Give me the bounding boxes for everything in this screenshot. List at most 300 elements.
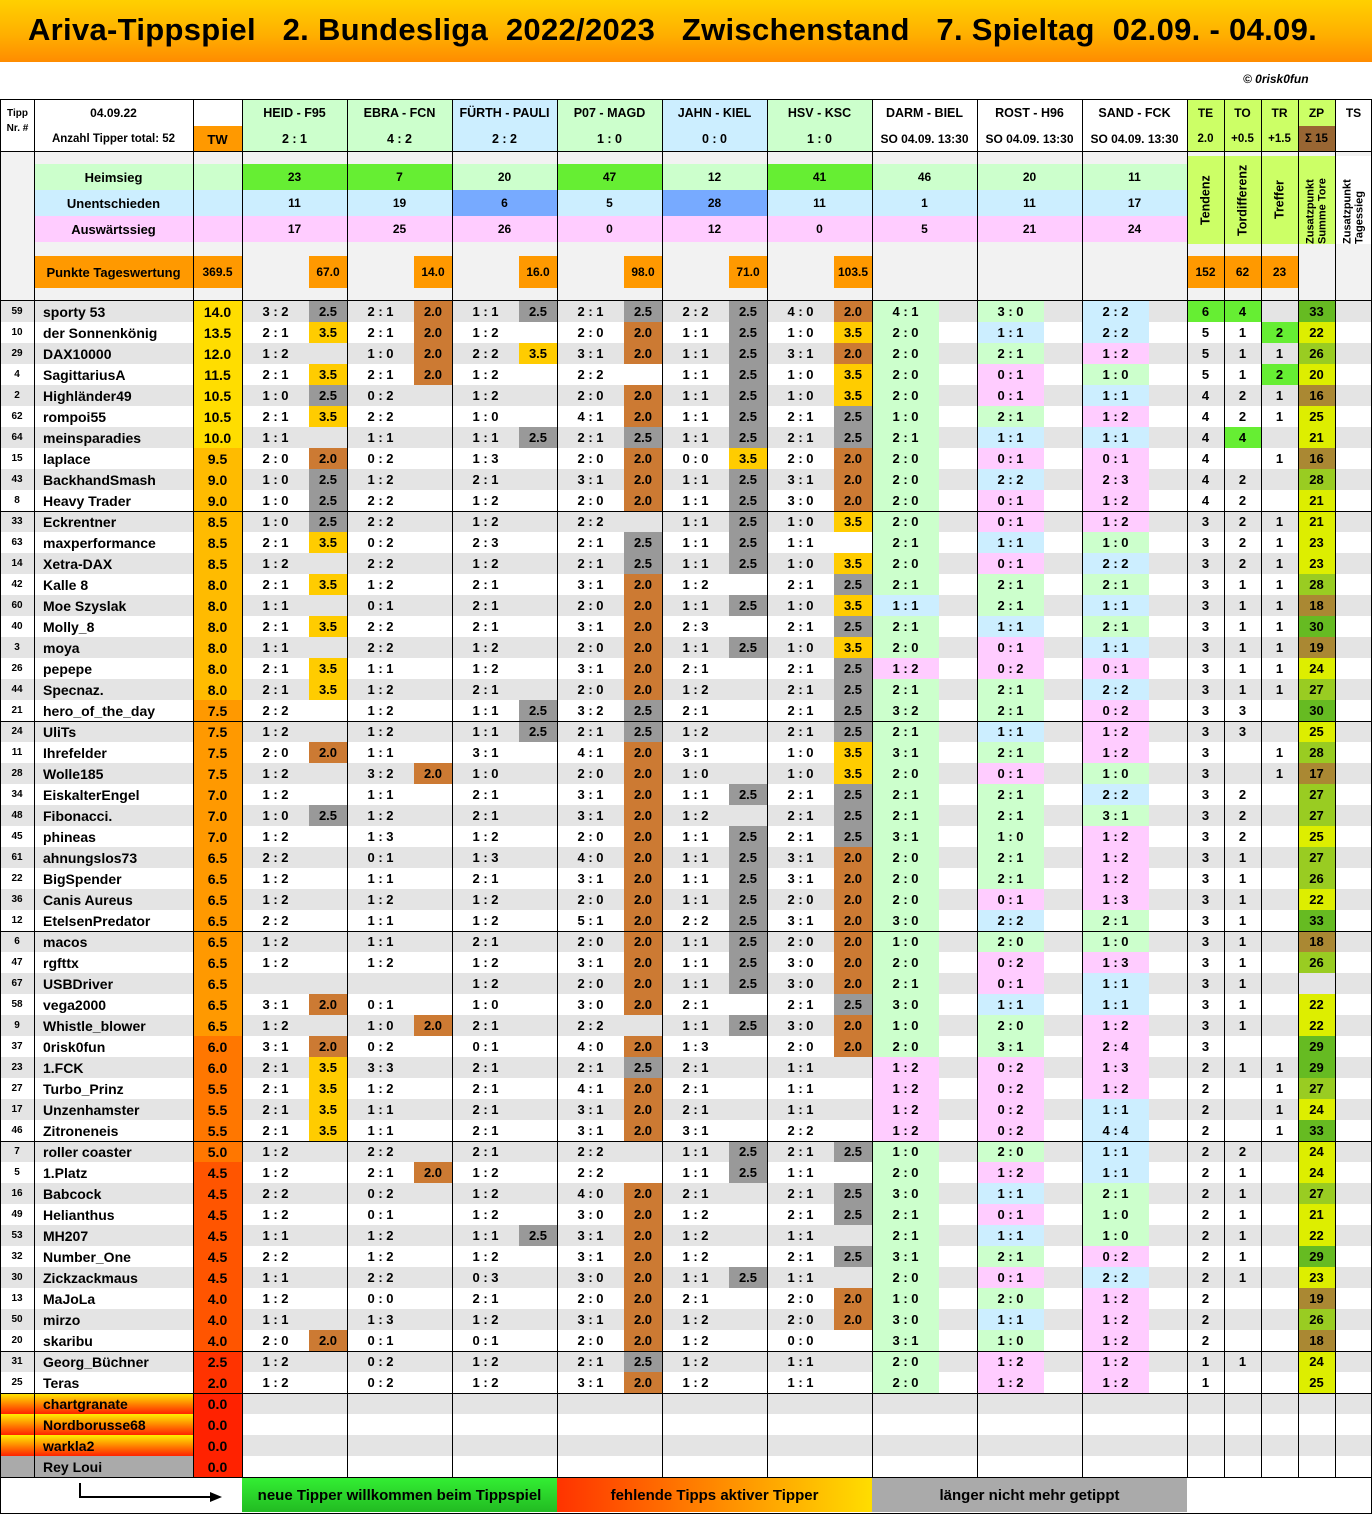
tip-points: 2.0 — [414, 763, 452, 784]
away-count: 17 — [242, 216, 347, 242]
tipper-number: 2 — [14, 390, 20, 401]
tip-score: 2 : 0 — [577, 892, 604, 907]
tip-score: 1 : 0 — [787, 325, 814, 340]
zp-value: 16 — [1298, 448, 1335, 469]
tip-score: 1 : 2 — [872, 1057, 939, 1078]
match-result: 2 : 1 — [242, 126, 347, 152]
tip-score: 1 : 2 — [682, 1375, 709, 1390]
tip-points: 2.0 — [624, 1372, 662, 1393]
tip-points: 2.0 — [624, 1225, 662, 1246]
tip-score: 2 : 0 — [872, 322, 939, 343]
zp-value: 21 — [1298, 427, 1335, 448]
tipper-name: Kalle 8 — [43, 576, 89, 593]
tip-score: 2 : 2 — [1082, 301, 1149, 322]
extra-points: 152 — [1187, 256, 1224, 288]
tip-points: 2.0 — [309, 1036, 347, 1057]
tipper-total-points: 11.5 — [193, 364, 242, 385]
tipper-name: Whistle_blower — [43, 1017, 146, 1034]
tip-score: 0 : 1 — [367, 997, 394, 1012]
match-header: HEID - F95 — [242, 100, 347, 126]
te-value: 3 — [1201, 955, 1210, 970]
tip-points: 2.5 — [834, 826, 872, 847]
tip-score: 1 : 2 — [262, 871, 289, 886]
tip-points: 2.5 — [729, 1267, 767, 1288]
tip-score: 2 : 1 — [977, 406, 1044, 427]
tip-score: 2 : 2 — [367, 640, 394, 655]
tip-score: 1 : 1 — [367, 745, 394, 760]
to-value: 1 — [1238, 913, 1247, 928]
tip-score: 1 : 2 — [367, 1228, 394, 1243]
tipper-total-points: 4.5 — [193, 1246, 242, 1267]
tip-score: 2 : 2 — [577, 1018, 604, 1033]
tip-score: 1 : 2 — [1082, 343, 1149, 364]
tip-points: 2.0 — [624, 1036, 662, 1057]
tip-points: 2.5 — [729, 868, 767, 889]
te-value: 2 — [1201, 1228, 1210, 1243]
tip-score: 2 : 1 — [262, 1081, 289, 1096]
tip-score: 4 : 1 — [577, 409, 604, 424]
tip-score: 1 : 3 — [1082, 889, 1149, 910]
tip-score: 2 : 2 — [262, 703, 289, 718]
tip-score: 1 : 1 — [1082, 973, 1149, 994]
tip-score: 1 : 0 — [262, 808, 289, 823]
tip-points: 2.5 — [624, 1351, 662, 1372]
tip-score: 2 : 2 — [367, 556, 394, 571]
tip-points: 2.5 — [834, 1246, 872, 1267]
tip-score: 1 : 0 — [872, 1288, 939, 1309]
tip-score: 3 : 1 — [787, 913, 814, 928]
tip-score: 2 : 1 — [472, 1018, 499, 1033]
zp-value: 26 — [1298, 1309, 1335, 1330]
tip-score: 1 : 3 — [1082, 1057, 1149, 1078]
to-value: 1 — [1238, 1249, 1247, 1264]
to-value: 1 — [1238, 661, 1247, 676]
tipper-total-points: 6.5 — [193, 931, 242, 952]
tip-score: 1 : 1 — [682, 787, 709, 802]
tip-score: 3 : 0 — [872, 1309, 939, 1330]
tip-points: 2.5 — [729, 322, 767, 343]
tip-score: 1 : 1 — [1082, 1162, 1149, 1183]
match-header: JAHN - KIEL — [662, 100, 767, 126]
tipper-total-points: 7.5 — [193, 700, 242, 721]
grid-vline — [557, 99, 558, 1477]
tip-score: 4 : 0 — [787, 304, 814, 319]
te-value: 2 — [1201, 1186, 1210, 1201]
tip-score: 3 : 1 — [787, 850, 814, 865]
tip-score: 0 : 1 — [977, 1267, 1044, 1288]
tip-score: 1 : 2 — [472, 892, 499, 907]
tip-points: 2.0 — [624, 574, 662, 595]
tip-score: 2 : 0 — [872, 868, 939, 889]
tip-score: 2 : 1 — [977, 784, 1044, 805]
tip-points: 2.0 — [624, 742, 662, 763]
tipper-number: 48 — [11, 810, 23, 821]
tipper-name: 0risk0fun — [43, 1038, 106, 1055]
to-value: 2 — [1238, 472, 1247, 487]
tip-score: 3 : 1 — [872, 1246, 939, 1267]
tip-score: 1 : 1 — [367, 871, 394, 886]
tip-score: 3 : 0 — [872, 994, 939, 1015]
tip-score: 1 : 2 — [367, 703, 394, 718]
tip-score: 2 : 1 — [787, 577, 814, 592]
te-value: 3 — [1201, 1018, 1210, 1033]
tip-points: 3.5 — [834, 742, 872, 763]
tip-score: 1 : 3 — [472, 850, 499, 865]
te-value: 2 — [1201, 1291, 1210, 1306]
tip-score: 2 : 1 — [472, 472, 499, 487]
tip-score: 1 : 1 — [472, 1228, 499, 1243]
tip-score: 1 : 2 — [472, 955, 499, 970]
tip-points: 2.5 — [729, 469, 767, 490]
te-value: 3 — [1201, 661, 1210, 676]
tip-score: 2 : 0 — [577, 1333, 604, 1348]
match-result: SO 04.09. 13:30 — [1082, 126, 1187, 152]
te-value: 3 — [1201, 913, 1210, 928]
tip-score: 2 : 1 — [577, 430, 604, 445]
te-value: 3 — [1201, 514, 1210, 529]
tip-score: 0 : 1 — [472, 1039, 499, 1054]
tip-score: 1 : 2 — [1082, 1288, 1149, 1309]
te-value: 3 — [1201, 829, 1210, 844]
zp-value: 27 — [1298, 1183, 1335, 1204]
match-result: 1 : 0 — [767, 126, 872, 152]
tipper-name: Specnaz. — [43, 681, 104, 698]
tipper-number — [1, 1414, 33, 1435]
tip-score: 1 : 1 — [472, 304, 499, 319]
grid-vline — [662, 99, 663, 1477]
tip-score: 1 : 1 — [1082, 994, 1149, 1015]
tr-value: 1 — [1275, 556, 1284, 571]
tip-score: 1 : 2 — [262, 829, 289, 844]
tip-score: 2 : 0 — [787, 1312, 814, 1327]
tip-score: 3 : 1 — [577, 577, 604, 592]
tip-points: 2.0 — [834, 910, 872, 931]
tipper-number: 9 — [14, 1020, 20, 1031]
tip-score — [557, 1393, 624, 1414]
tipper-name: Wolle185 — [43, 765, 104, 782]
tip-score: 1 : 2 — [367, 577, 394, 592]
tipper-number: 45 — [11, 831, 23, 842]
tip-score: 2 : 1 — [262, 1123, 289, 1138]
tipper-total-points: 8.0 — [193, 637, 242, 658]
tip-score: 1 : 2 — [682, 1354, 709, 1369]
tip-points: 2.5 — [519, 700, 557, 721]
zp-value: 28 — [1298, 574, 1335, 595]
tip-score — [557, 1435, 624, 1456]
tipper-number: 22 — [11, 873, 23, 884]
te-value: 1 — [1201, 1354, 1210, 1369]
tip-points: 3.5 — [309, 616, 347, 637]
te-value: 3 — [1201, 682, 1210, 697]
grid-vline — [1187, 99, 1188, 1477]
tip-score: 1 : 2 — [262, 766, 289, 781]
tip-score: 1 : 2 — [872, 1120, 939, 1141]
tip-score: 2 : 1 — [787, 1249, 814, 1264]
tipper-number: 32 — [11, 1251, 23, 1262]
tipper-name: DAX10000 — [43, 345, 112, 362]
tip-score: 1 : 0 — [472, 997, 499, 1012]
tip-score: 1 : 0 — [787, 598, 814, 613]
tipper-total-points: 4.0 — [193, 1288, 242, 1309]
tip-score: 2 : 1 — [872, 1225, 939, 1246]
tip-score: 0 : 2 — [977, 952, 1044, 973]
tip-score: 1 : 2 — [472, 1312, 499, 1327]
grid-hline — [0, 99, 1372, 100]
tip-score: 0 : 2 — [1082, 1246, 1149, 1267]
tip-score: 1 : 0 — [1082, 763, 1149, 784]
tip-score: 1 : 3 — [367, 829, 394, 844]
tip-score: 1 : 0 — [367, 346, 394, 361]
tip-score: 2 : 0 — [872, 364, 939, 385]
tipper-number: 40 — [11, 621, 23, 632]
tip-score: 1 : 2 — [1082, 1351, 1149, 1372]
tip-score — [242, 1393, 309, 1414]
tip-points: 2.0 — [309, 1330, 347, 1351]
tip-score: 2 : 2 — [472, 346, 499, 361]
tipper-total-points: 8.0 — [193, 595, 242, 616]
tipper-total-points: 6.5 — [193, 973, 242, 994]
tip-points: 2.5 — [834, 700, 872, 721]
tip-score: 0 : 1 — [1082, 658, 1149, 679]
tip-score: 0 : 2 — [367, 1039, 394, 1054]
tipper-total-points: 7.0 — [193, 826, 242, 847]
home-count: 20 — [452, 164, 557, 190]
tip-score: 1 : 1 — [1082, 1099, 1149, 1120]
tip-score: 2 : 1 — [872, 532, 939, 553]
tipper-total-points: 8.0 — [193, 658, 242, 679]
match-points: 98.0 — [624, 256, 662, 288]
tip-score: 1 : 2 — [472, 913, 499, 928]
tip-score: 2 : 1 — [262, 325, 289, 340]
tip-points: 2.5 — [834, 658, 872, 679]
tip-score: 2 : 1 — [262, 409, 289, 424]
tip-score: 1 : 1 — [682, 472, 709, 487]
tip-score: 1 : 1 — [682, 1270, 709, 1285]
tip-score: 1 : 1 — [472, 724, 499, 739]
tipper-name: Nordborusse68 — [43, 1416, 146, 1433]
tip-score: 1 : 2 — [262, 955, 289, 970]
to-value: 4 — [1224, 301, 1261, 322]
tip-score: 3 : 1 — [577, 619, 604, 634]
grid-vline — [1082, 99, 1083, 1477]
draw-count: 11 — [977, 190, 1082, 216]
tip-score: 3 : 1 — [577, 787, 604, 802]
tip-points: 3.5 — [309, 322, 347, 343]
tip-score: 2 : 2 — [682, 913, 709, 928]
tip-score — [242, 973, 309, 994]
tipper-total-points: 4.0 — [193, 1330, 242, 1351]
legend-missing: fehlende Tipps aktiver Tipper — [557, 1478, 872, 1512]
zp-value: 23 — [1298, 532, 1335, 553]
nr-label: Nr. # — [6, 122, 29, 134]
tip-score: 3 : 1 — [1082, 805, 1149, 826]
tip-points: 2.5 — [309, 511, 347, 532]
te-value: 4 — [1201, 451, 1210, 466]
tip-points: 2.5 — [309, 469, 347, 490]
to-value: 2 — [1238, 493, 1247, 508]
zp-value: 27 — [1298, 805, 1335, 826]
tr-value: 1 — [1275, 1060, 1284, 1075]
tipper-total-points: 6.5 — [193, 994, 242, 1015]
grid-hline — [0, 721, 1372, 722]
tip-score: 2 : 2 — [1082, 784, 1149, 805]
tip-score: 1 : 1 — [977, 427, 1044, 448]
tip-score: 1 : 1 — [1082, 427, 1149, 448]
zp-value: 33 — [1298, 1120, 1335, 1141]
tip-score: 2 : 2 — [367, 409, 394, 424]
zp-value: 30 — [1298, 700, 1335, 721]
to-value: 2 — [1238, 409, 1247, 424]
match-header: SAND - FCK — [1082, 100, 1187, 126]
tip-score: 1 : 0 — [787, 766, 814, 781]
tip-score: 2 : 1 — [682, 1060, 709, 1075]
home-count: 11 — [1082, 164, 1187, 190]
away-count: 25 — [347, 216, 452, 242]
tipper-name: SagittariusA — [43, 366, 126, 383]
tipper-name: phineas — [43, 828, 96, 845]
tipper-total-points: 10.5 — [193, 406, 242, 427]
to-value: 1 — [1238, 934, 1247, 949]
tip-score: 2 : 1 — [577, 1060, 604, 1075]
match-result: 4 : 2 — [347, 126, 452, 152]
tip-points: 2.0 — [624, 973, 662, 994]
tip-points: 2.0 — [624, 322, 662, 343]
tip-points: 2.0 — [624, 1246, 662, 1267]
tip-score: 1 : 0 — [262, 493, 289, 508]
te-value: 3 — [1201, 640, 1210, 655]
tipper-number: 44 — [11, 684, 23, 695]
tipper-name: Moe Szyslak — [43, 597, 127, 614]
te-value: 3 — [1201, 619, 1210, 634]
extra-vertical-label: Zusatzpunkt Tagessieg — [1335, 156, 1372, 244]
tipper-total-points: 4.0 — [193, 1309, 242, 1330]
te-value: 4 — [1201, 409, 1210, 424]
grid-vline — [0, 1478, 1, 1514]
match-result: 2 : 2 — [452, 126, 557, 152]
grid-vline — [452, 99, 453, 1477]
tip-score: 1 : 2 — [682, 577, 709, 592]
tip-points: 2.5 — [729, 826, 767, 847]
tip-score: 1 : 2 — [1082, 1309, 1149, 1330]
tr-value: 1 — [1275, 346, 1284, 361]
tip-score — [767, 1393, 834, 1414]
tip-score: 2 : 1 — [787, 430, 814, 445]
tip-score: 1 : 2 — [262, 1165, 289, 1180]
tip-score: 0 : 1 — [977, 511, 1044, 532]
tip-points: 2.0 — [624, 679, 662, 700]
tip-points: 3.5 — [834, 595, 872, 616]
tip-points: 2.5 — [729, 973, 767, 994]
tip-score: 1 : 2 — [977, 1372, 1044, 1393]
tipper-name: MaJoLa — [43, 1290, 96, 1307]
tip-score: 4 : 1 — [872, 301, 939, 322]
tip-score: 1 : 2 — [472, 829, 499, 844]
tip-points: 2.0 — [834, 301, 872, 322]
tip-score: 1 : 2 — [472, 556, 499, 571]
tr-value: 1 — [1275, 1081, 1284, 1096]
tip-points: 2.0 — [414, 364, 452, 385]
tip-score: 1 : 2 — [682, 724, 709, 739]
tip-score: 1 : 0 — [872, 1015, 939, 1036]
tipper-total-points: 9.0 — [193, 469, 242, 490]
tip-score: 1 : 0 — [472, 766, 499, 781]
tipper-number: 49 — [11, 1209, 23, 1220]
away-label: Auswärtssieg — [34, 216, 193, 242]
extra-sub: Σ 15 — [1298, 126, 1335, 152]
tip-score: 2 : 0 — [577, 493, 604, 508]
to-value: 1 — [1238, 850, 1247, 865]
tip-score: 2 : 1 — [977, 574, 1044, 595]
away-count: 12 — [662, 216, 767, 242]
tipper-total-points: 6.5 — [193, 952, 242, 973]
tip-score: 1 : 2 — [682, 1249, 709, 1264]
zp-value: 28 — [1298, 742, 1335, 763]
tip-score: 2 : 1 — [1082, 616, 1149, 637]
tip-score: 1 : 1 — [262, 1270, 289, 1285]
tip-score: 1 : 2 — [472, 1186, 499, 1201]
tip-score: 2 : 0 — [872, 1351, 939, 1372]
extra-vertical-label: Treffer — [1261, 156, 1298, 244]
tipper-name: Highländer49 — [43, 387, 132, 404]
tip-score: 4 : 1 — [577, 745, 604, 760]
tip-score: 3 : 2 — [872, 700, 939, 721]
tip-score: 1 : 2 — [262, 1144, 289, 1159]
tip-score: 2 : 1 — [577, 304, 604, 319]
zp-value: 18 — [1298, 595, 1335, 616]
tipper-total: Anzahl Tipper total: 52 — [51, 133, 176, 145]
tipper-name: Georg_Büchner — [43, 1353, 149, 1370]
tip-score: 1 : 1 — [682, 430, 709, 445]
grid-hline — [0, 300, 1372, 301]
tip-score: 1 : 1 — [977, 721, 1044, 742]
tip-score: 1 : 2 — [262, 724, 289, 739]
tip-score: 2 : 3 — [472, 535, 499, 550]
tip-score: 2 : 1 — [577, 535, 604, 550]
tip-score: 2 : 1 — [682, 1102, 709, 1117]
tipper-total-points: 4.5 — [193, 1162, 242, 1183]
tip-score: 3 : 1 — [872, 1330, 939, 1351]
tip-score: 2 : 2 — [1082, 1267, 1149, 1288]
tip-points: 2.0 — [834, 952, 872, 973]
tip-score: 1 : 0 — [977, 826, 1044, 847]
tip-score: 1 : 0 — [787, 745, 814, 760]
tip-score: 1 : 2 — [1082, 406, 1149, 427]
tipper-number: 63 — [11, 537, 23, 548]
tip-score: 1 : 1 — [682, 556, 709, 571]
zp-value: 18 — [1298, 1330, 1335, 1351]
tip-points: 2.0 — [624, 637, 662, 658]
te-value: 2 — [1201, 1270, 1210, 1285]
match-points: 103.5 — [834, 256, 872, 288]
tip-score: 2 : 0 — [872, 1036, 939, 1057]
tip-points: 3.5 — [834, 763, 872, 784]
tw-home — [193, 164, 242, 190]
tipper-total-points: 8.5 — [193, 553, 242, 574]
tip-points: 2.5 — [729, 847, 767, 868]
tip-score: 2 : 1 — [367, 1165, 394, 1180]
tip-score: 2 : 1 — [872, 973, 939, 994]
tip-points: 2.0 — [834, 448, 872, 469]
to-value: 2 — [1238, 808, 1247, 823]
tip-score: 3 : 1 — [577, 1102, 604, 1117]
tipper-name: Ihrefelder — [43, 744, 107, 761]
te-value: 4 — [1201, 472, 1210, 487]
tip-score: 1 : 2 — [1082, 490, 1149, 511]
grid-vline — [977, 99, 978, 1477]
tip-score: 0 : 2 — [977, 1078, 1044, 1099]
tip-score: 2 : 0 — [577, 325, 604, 340]
tip-score: 0 : 2 — [977, 1057, 1044, 1078]
